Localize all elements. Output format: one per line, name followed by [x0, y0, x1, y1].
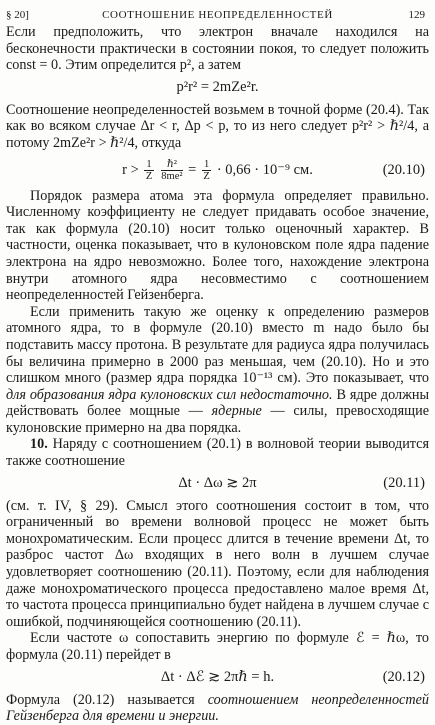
eq2-right: · 0,66 · 10⁻⁹ см.	[216, 161, 313, 178]
p4-text-a: Если применить такую же оценку к определению размеров атомного ядра, то в формуле (20.10) вместо m надо было бы подставить массу протона. В результате для радиуса ядра получилась бы величина примерно в 2000 раз меньшая, чем (20.10). Но и это слишком много (размер ядра порядка 10⁻¹³ см). Это показывает, что	[6, 303, 429, 387]
p8-text: Формула (20.12) называется	[6, 691, 195, 708]
fraction-hbar-over-8me	[161, 159, 182, 182]
frac3-den: Z	[203, 170, 210, 182]
paragraph-8	[6, 692, 429, 725]
equation-1	[6, 78, 429, 98]
paragraph-2: Соотношение неопределенностей возьмем в точной форме (20.4). Так как во всяком случае Δr < r, Δp < p, то из него следует p²r² > ℏ²/4, а потому 2mZe²r > ℏ²/4, откуда	[6, 101, 429, 151]
paragraph-5	[6, 436, 429, 469]
fraction-1-over-z-b	[202, 159, 211, 182]
frac2-den: 8me²	[161, 170, 183, 182]
item-number: 10.	[30, 436, 48, 453]
equation-20-10-body	[6, 156, 429, 184]
equation-number: (20.10)	[382, 161, 425, 178]
paragraph-6: (см. т. IV, § 29). Смысл этого соотношения состоит в том, что ограниченный во времени волновой процесс не может быть монохроматическим. Если процесс длится в течение времени Δt, то разброс частот Δω входящих в него волн в лучшем случае удовлетворяет соотношению (20.11). Поэтому, если для наблюдения даже монохроматического процесса предоставлено малое время Δt, то частота процесса принципиально будет найдена в лучшем случае с ошибкой, подчиняющейся соотношению (20.11).	[6, 497, 429, 630]
paragraph-1: Если предположить, что электрон вначале находился на бесконечности практически в состоянии покоя, то следует положить const = 0. Этим определится p², а затем	[6, 24, 429, 74]
equation-20-10	[6, 156, 429, 184]
equation-number: (20.12)	[382, 668, 425, 685]
frac2-num: ℏ²	[161, 159, 182, 171]
equation-20-12	[6, 668, 429, 688]
section-ref: § 20]	[6, 9, 29, 21]
frac1-den: Z	[145, 170, 153, 182]
paragraph-4	[6, 304, 429, 437]
p4-text-c: — силы, превосходящие кулоновские примерно на два порядка.	[6, 403, 429, 436]
eq2-left: r >	[122, 161, 139, 178]
paragraph-7: Если частоте ω сопоставить энергию по формуле ℰ = ℏω, то формула (20.11) перейдет в	[6, 630, 429, 663]
eq2-equals: =	[188, 161, 197, 178]
equation-20-11-body: Δt · Δω ≳ 2π	[178, 474, 257, 491]
running-title: СООТНОШЕНИЕ НЕОПРЕДЕЛЕННОСТЕЙ	[102, 9, 333, 21]
frac1-num: 1	[146, 158, 152, 170]
p8-italic: соотношением неопределенностей Гейзенберга для времени и энергии.	[6, 691, 429, 725]
p4-text-b: В ядре должны действовать более мощные —	[6, 386, 430, 420]
page-number: 129	[408, 9, 425, 21]
p4-italic-b: ядерные	[211, 403, 262, 420]
page-header	[6, 6, 429, 24]
equation-1-body: p²r² = 2mZe²r.	[176, 78, 259, 95]
p5-text: Наряду с соотношением (20.1) в волновой теории выводится также соотношение	[6, 436, 430, 470]
equation-20-12-body: Δt · Δℰ ≳ 2πℏ = h.	[160, 668, 275, 685]
equation-number: (20.11)	[383, 474, 425, 491]
paragraph-3: Порядок размера атома эта формула определяет правильно. Численному коэффициенту не следует придавать особое значение, так как формула (20.10) носит только оценочный характер. В частности, оценка показывает, что в кулоновском поле ядра падение электрона на ядро невозможно. Более того, нахождение электрона внутри атомного ядра несовместимо с соотношением неопределенностей Гейзенберга.	[6, 187, 429, 304]
p4-italic-a: для образования ядра кулоновских сил недостаточно.	[6, 386, 333, 403]
equation-20-11	[6, 474, 429, 494]
frac3-num: 1	[203, 158, 210, 170]
fraction-1-over-z	[144, 159, 153, 182]
